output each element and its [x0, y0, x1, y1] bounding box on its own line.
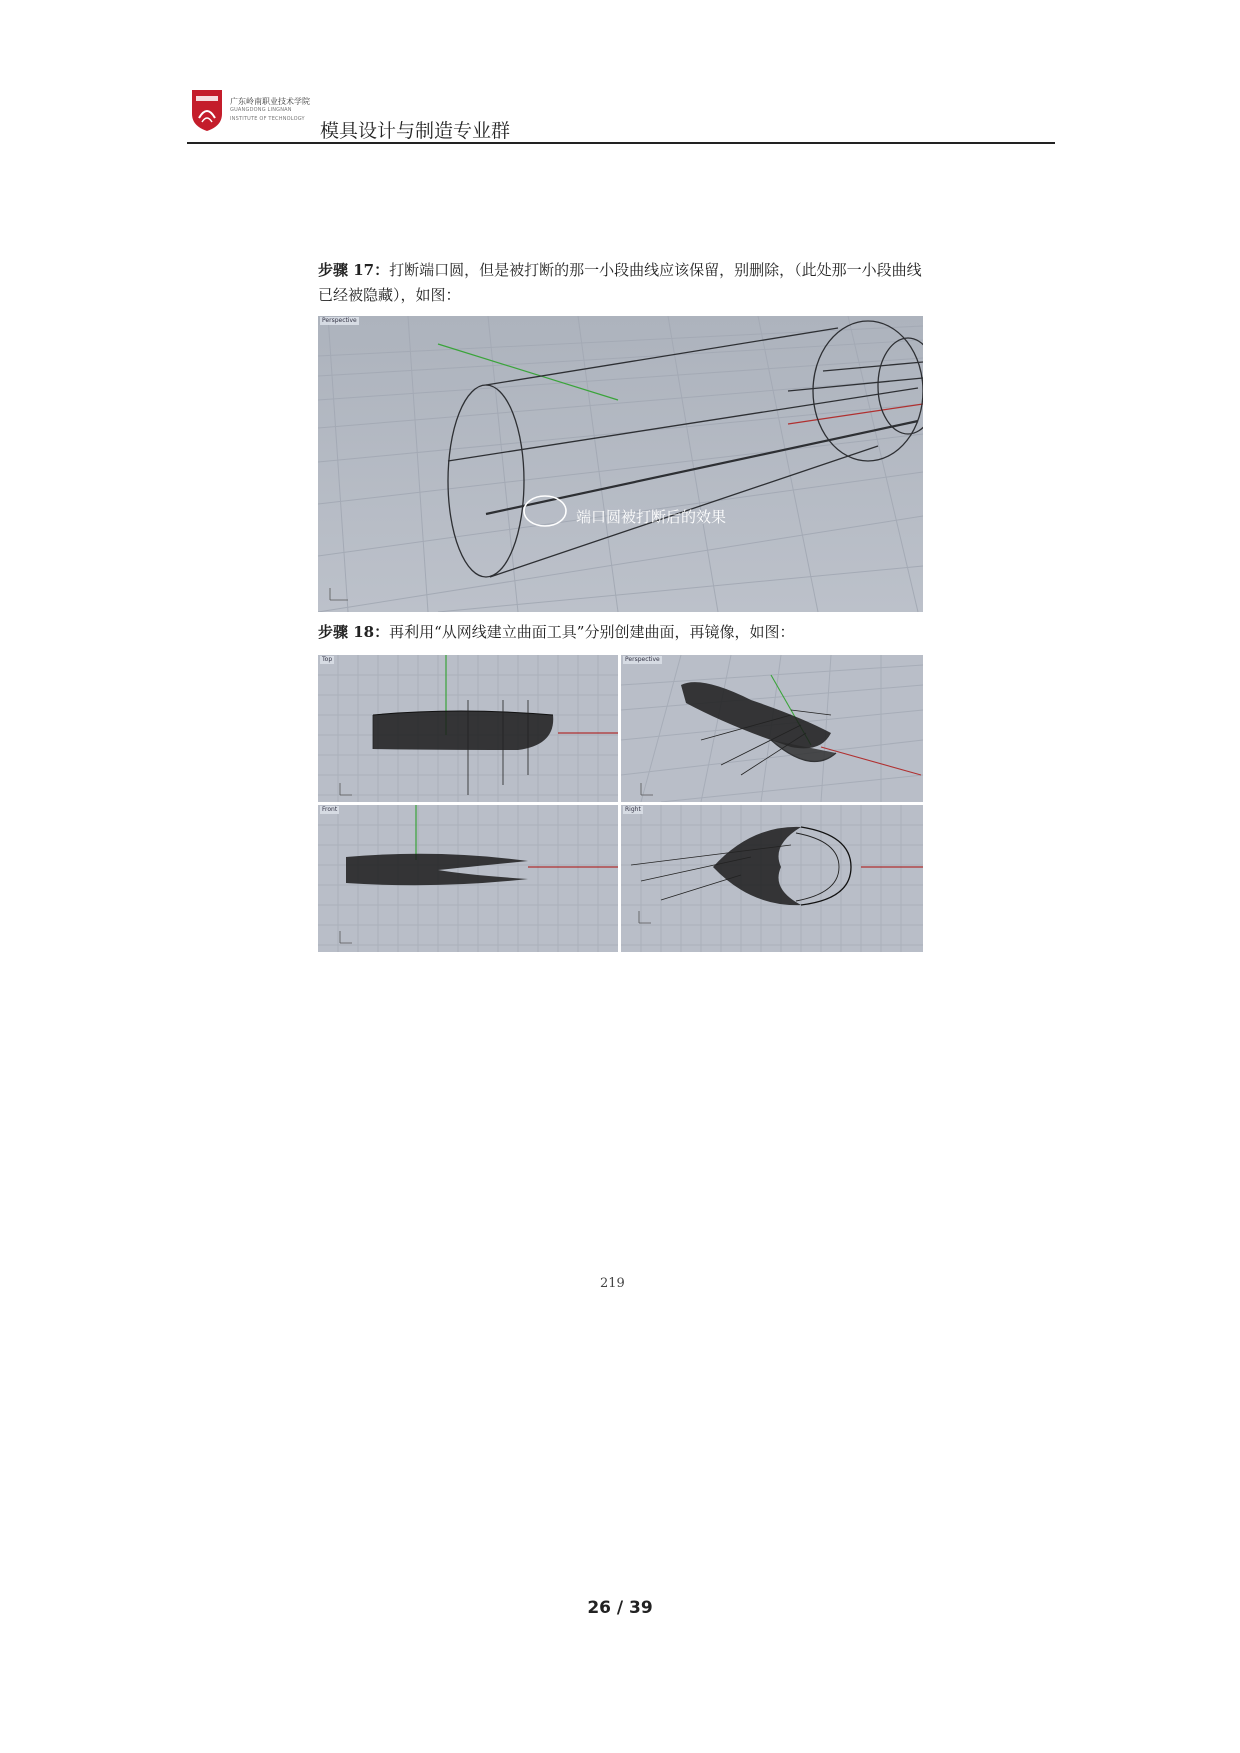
- step18-viewport-right: [621, 805, 923, 952]
- school-logo: [190, 88, 224, 132]
- step18-label: 步骤 18：: [318, 623, 390, 641]
- viewer-page-text: 26 / 39: [587, 1598, 653, 1618]
- step18-text: 再利用“从网线建立曲面工具”分别创建曲面，再镜像，如图：: [389, 623, 795, 641]
- step18-figure: [318, 655, 923, 952]
- step18-viewport-top: [318, 655, 618, 802]
- step17-label: 步骤 17：: [318, 261, 390, 279]
- step18-viewport-front: [318, 805, 618, 952]
- step17-viewport-label: Perspective: [322, 317, 357, 324]
- step17-viewport-drawing: [318, 316, 923, 612]
- school-name: [230, 97, 310, 124]
- step18-paragraph: [318, 620, 928, 645]
- school-name-en-2: INSTITUTE OF TECHNOLOGY: [230, 116, 305, 122]
- viewport-label-right: Right: [625, 806, 641, 813]
- school-name-cn: 广东岭南职业技术学院: [230, 97, 310, 106]
- viewport-label-top: Top: [322, 656, 333, 663]
- header-title: 模具设计与制造专业群: [320, 120, 511, 142]
- step17-paragraph: [318, 258, 928, 308]
- viewport-label-front: Front: [322, 806, 338, 813]
- school-name-en-1: GUANGDONG LINGNAN: [230, 107, 292, 113]
- inner-page-number: 219: [600, 1276, 625, 1291]
- step17-annotation: 端口圆被打断后的效果: [576, 508, 727, 526]
- step18-viewport-perspective: [621, 655, 923, 802]
- header-divider: [187, 142, 1055, 144]
- step17-figure: [318, 316, 923, 612]
- viewer-page-indicator: [0, 1598, 1240, 1618]
- viewport-label-perspective: Perspective: [625, 656, 660, 663]
- step17-text: 打断端口圆，但是被打断的那一小段曲线应该保留，别删除，（此处那一小段曲线已经被隐藏），如图：: [318, 261, 922, 304]
